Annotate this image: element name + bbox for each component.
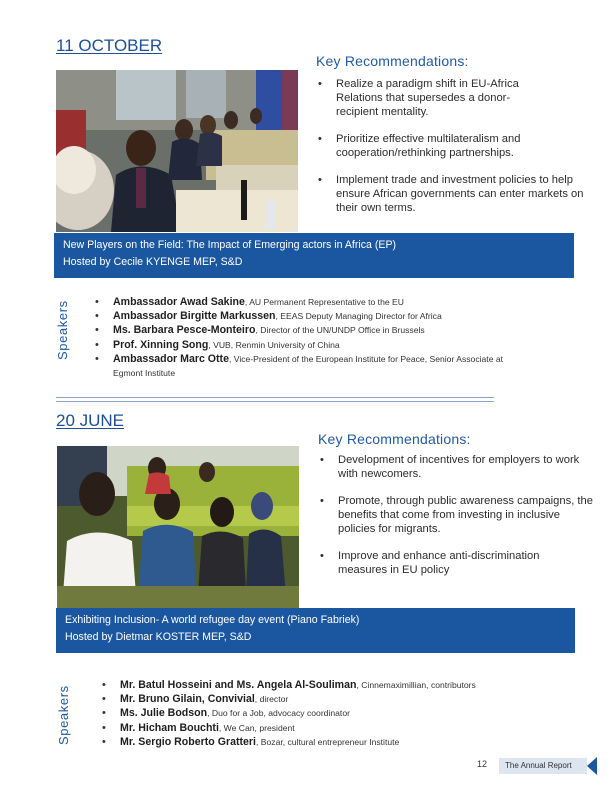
speaker-role: , EEAS Deputy Managing Director for Africa xyxy=(275,311,442,322)
speaker-name: Mr. Hicham Bouchti xyxy=(120,721,219,734)
conference-room-illustration xyxy=(56,70,298,232)
speaker-role: , director xyxy=(254,694,289,705)
section-divider xyxy=(56,397,494,402)
speaker-role: , AU Permanent Representative to the EU xyxy=(244,297,404,307)
speaker-role: , Cinnemaximillian, contributors xyxy=(356,680,476,690)
section1-date: 11 OCTOBER xyxy=(56,36,163,55)
section2-speakers-label: Speakers xyxy=(56,685,71,745)
speaker-name: Ambassador Awad Sakine xyxy=(113,296,245,308)
speaker-name: Mr. Sergio Roberto Gratteri xyxy=(120,735,256,748)
page-number: 12 xyxy=(477,759,488,769)
speaker-role: , Vice-President of the European Institute for Peace, Senior Associate at Egmont Institute xyxy=(113,353,504,379)
section1-conference-photo xyxy=(56,70,298,232)
speaker-item xyxy=(100,678,570,692)
section2-event-title: Exhibiting Inclusion- A world refugee day event (Piano Fabriek) xyxy=(65,614,360,626)
speaker-name: Ms. Barbara Pesce-Monteiro xyxy=(113,324,256,337)
speaker-name: Mr. Bruno Gilain, Convivial xyxy=(120,693,255,706)
recommendation-item: • Improve and enhance anti-discrimination measures in EU policy xyxy=(318,549,588,577)
report-label-tab xyxy=(499,758,587,774)
speaker-role: , We Can, president xyxy=(218,722,295,733)
section2-event-host: Hosted by Dietmar KOSTER MEP, S&D xyxy=(65,631,252,643)
section2-event-banner xyxy=(56,608,575,653)
speaker-item xyxy=(93,323,563,337)
section2-date: 20 JUNE xyxy=(56,411,125,430)
section1-event-host: Hosted by Cecile KYENGE MEP, S&D xyxy=(63,256,243,268)
speaker-role: , Bozar, cultural entrepreneur Institute xyxy=(255,736,400,747)
speaker-item xyxy=(100,721,570,735)
section1-recommendations-list xyxy=(316,77,606,228)
audience-illustration xyxy=(57,446,299,608)
speaker-role: , Duo for a Job, advocacy coordinator xyxy=(207,708,350,719)
section1-key-recommendations-title: Key Recommendations: xyxy=(316,53,469,69)
speaker-item xyxy=(100,735,570,749)
speaker-name: Ambassador Marc Otte xyxy=(113,352,229,365)
speaker-item xyxy=(100,692,570,706)
section1-event-title: New Players on the Field: The Impact of Emerging actors in Africa (EP) xyxy=(63,239,397,251)
speaker-name: Ambassador Birgitte Markussen xyxy=(113,310,276,323)
speaker-item xyxy=(93,352,513,380)
recommendation-item: • Prioritize effective multilateralism and cooperation/rethinking partnerships. xyxy=(316,132,566,160)
speaker-name: Prof. Xinning Song xyxy=(113,338,209,351)
speaker-item xyxy=(93,309,563,323)
recommendation-item: • Promote, through public awareness campaigns, the benefits that come from investing in inclusive policies for migrants. xyxy=(318,494,600,536)
recommendation-item: • Realize a paradigm shift in EU-Africa Relations that supersedes a donor-recipient mentality. xyxy=(316,77,541,119)
section1-event-banner xyxy=(54,233,574,278)
section2-key-recommendations-title: Key Recommendations: xyxy=(318,431,471,447)
report-tab-arrow-icon xyxy=(587,757,597,775)
section1-speakers-list xyxy=(93,295,563,380)
speaker-item xyxy=(93,295,563,309)
speaker-name: Ms. Julie Bodson xyxy=(120,707,208,720)
report-label: The Annual Report xyxy=(505,761,572,770)
section2-speakers-list xyxy=(100,678,570,749)
recommendation-item: • Development of incentives for employers to work with newcomers. xyxy=(318,453,598,481)
section2-event-photo xyxy=(57,446,299,608)
section1-speakers-label: Speakers xyxy=(55,300,70,360)
recommendation-item: • Implement trade and investment policies to help ensure African governments can enter markets on their own terms. xyxy=(316,173,606,215)
speaker-item xyxy=(93,338,563,352)
speaker-role: , VUB, Renmin University of China xyxy=(208,339,340,350)
speaker-role: , Director of the UN/UNDP Office in Brussels xyxy=(255,325,425,336)
speaker-item xyxy=(100,706,570,720)
speaker-name: Mr. Batul Hosseini and Ms. Angela Al-Souliman xyxy=(120,679,357,691)
section2-recommendations-list xyxy=(318,453,606,590)
